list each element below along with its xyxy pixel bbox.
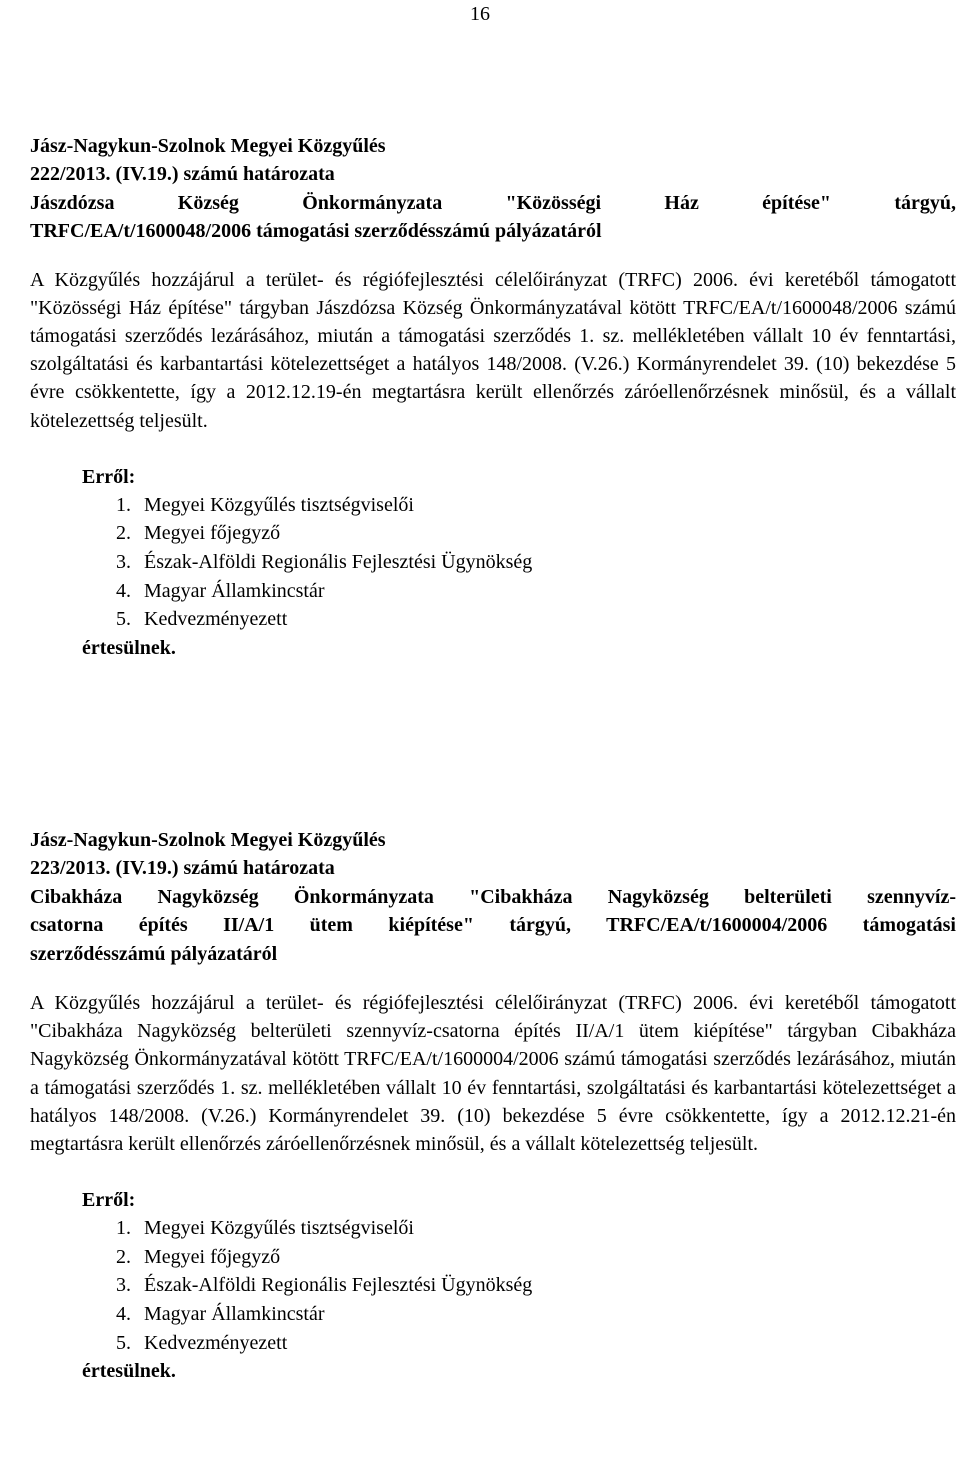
list-item (116, 1214, 956, 1243)
resolution-subject-line-1: Cibakháza Nagyközség Önkormányzata "Cibakháza Nagyközség belterületi szennyvíz- (30, 885, 956, 908)
resolution-222-2013 (30, 132, 956, 662)
list-item-label: Megyei főjegyző (144, 522, 281, 545)
issuer-title: Jász-Nagykun-Szolnok Megyei Közgyűlés (30, 135, 386, 157)
list-item (116, 519, 956, 548)
list-item (116, 1300, 956, 1329)
resolution-subject-line-2: csatorna építés II/A/1 ütem kiépítése" tárgyú, TRFC/EA/t/1600004/2006 támogatási (30, 914, 956, 937)
resolution-body: A Közgyűlés hozzájárul a terület- és régiófejlesztési célelőirányzat (TRFC) 2006. évi keretéből támogatott "Cibakháza Nagyközség belterületi szennyvíz-csatorna építés II/A/1 ütem kiépítése" tárgyban Cibakháza Nagyközség Önkormányzatával kötött TRFC/EA/t/1600004/2006 számú támogatási szerződés lezárásához, miután a támogatási szerződés 1. sz. mellékletében vállalt 10 év fenntartási, szolgáltatási és karbantartási kötelezettséget a hatályos 148/2008. (V.26.) Kormányrendelet 39. (10) bekezdése 5 évre csökkentette, így a 2012.12.21-én megtartásra került ellenőrzés záróellenőrzésnek minősül, és a vállalt kötelezettség teljesült. (30, 992, 956, 1156)
list-item-label: Magyar Államkincstár (144, 1303, 325, 1326)
resolution-heading (30, 132, 956, 246)
list-item (116, 1329, 956, 1358)
resolution-subject-line-2: TRFC/EA/t/1600048/2006 támogatási szerződésszámú pályázatáról (30, 220, 602, 243)
resolution-223-2013 (30, 826, 956, 1385)
list-item-number: 3. (116, 1274, 131, 1297)
list-item (116, 491, 956, 520)
resolution-number: 223/2013. (IV.19.) számú határozata (30, 857, 335, 880)
list-item-number: 2. (116, 522, 131, 545)
errol-label: Erről: (82, 1189, 136, 1212)
list-item (116, 605, 956, 634)
list-item-number: 1. (116, 1217, 131, 1240)
recipient-list (116, 491, 956, 634)
list-item (116, 577, 956, 606)
list-item-label: Kedvezményezett (144, 1331, 288, 1354)
list-item-number: 3. (116, 551, 131, 574)
list-item-number: 4. (116, 579, 131, 602)
list-item (116, 548, 956, 577)
resolution-heading (30, 826, 956, 968)
list-item-number: 4. (116, 1303, 131, 1326)
issuer-title: Jász-Nagykun-Szolnok Megyei Közgyűlés (30, 829, 386, 851)
list-item-label: Kedvezményezett (144, 608, 288, 631)
notified-label: értesülnek. (82, 1360, 176, 1383)
recipient-list (116, 1214, 956, 1357)
list-item (116, 1271, 956, 1300)
list-item-label: Megyei Közgyűlés tisztségviselői (144, 493, 414, 516)
list-item-number: 5. (116, 608, 131, 631)
list-item-number: 5. (116, 1331, 131, 1354)
list-item-label: Megyei főjegyző (144, 1245, 281, 1268)
resolution-subject-line-3: szerződésszámú pályázatáról (30, 942, 278, 965)
resolution-number: 222/2013. (IV.19.) számú határozata (30, 163, 335, 186)
list-item-label: Észak-Alföldi Regionális Fejlesztési Ügynökség (144, 1274, 533, 1297)
errol-label: Erről: (82, 465, 136, 488)
notified-label: értesülnek. (82, 636, 176, 659)
list-item-label: Megyei Közgyűlés tisztségviselői (144, 1217, 414, 1240)
resolution-body: A Közgyűlés hozzájárul a terület- és régiófejlesztési célelőirányzat (TRFC) 2006. évi keretéből támogatott "Közösségi Ház építése" tárgyban Jászdózsa Község Önkormányzatával kötött TRFC/EA/t/1600048/2006 számú támogatási szerződés lezárásához, miután a támogatási szerződés 1. sz. mellékletében vállalt 10 év fenntartási, szolgáltatási és karbantartási kötelezettséget a hatályos 148/2008. (V.26.) Kormányrendelet 39. (10) bekezdése 5 évre csökkentette, így a 2012.12.19-én megtartásra került ellenőrzés záróellenőrzésnek minősül, és a vállalt kötelezettség teljesült. (30, 268, 956, 432)
list-item-number: 2. (116, 1245, 131, 1268)
list-item-label: Észak-Alföldi Regionális Fejlesztési Ügynökség (144, 551, 533, 574)
list-item-label: Magyar Államkincstár (144, 579, 325, 602)
list-item-number: 1. (116, 493, 131, 516)
list-item (116, 1243, 956, 1272)
resolution-subject-line-1: Jászdózsa Község Önkormányzata "Közösségi Ház építése" tárgyú, (30, 191, 956, 214)
page-number: 16 (470, 3, 490, 25)
